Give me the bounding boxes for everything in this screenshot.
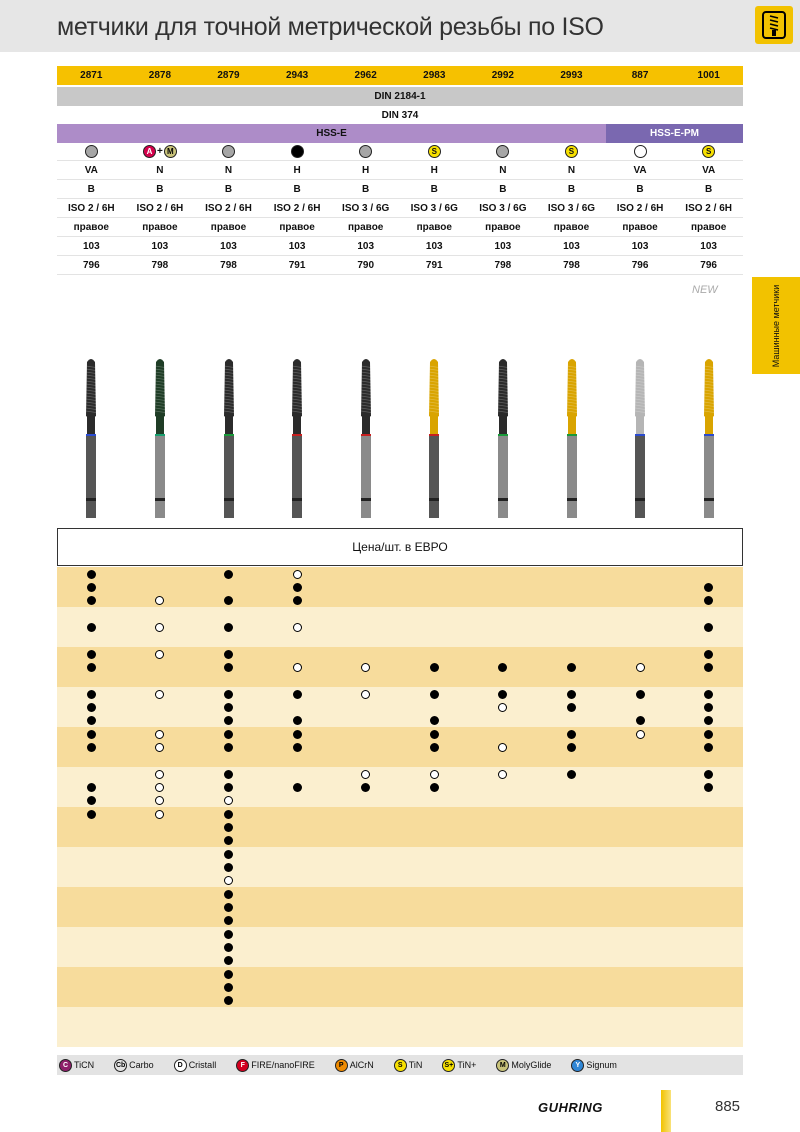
attribute-cell: 103 xyxy=(151,241,169,252)
coating-cell xyxy=(331,143,400,160)
attribute-cell: правое xyxy=(73,222,109,233)
stock-filled-dot xyxy=(87,730,96,739)
legend-item xyxy=(394,1059,423,1072)
stock-filled-dot xyxy=(704,650,713,659)
stock-open-dot xyxy=(155,596,164,605)
page-ref-row xyxy=(57,257,743,275)
attribute-cell: правое xyxy=(416,222,452,233)
availability-band xyxy=(57,807,743,847)
tap-image xyxy=(221,356,237,520)
stock-filled-dot xyxy=(224,716,233,725)
stock-filled-dot xyxy=(704,690,713,699)
legend-label: Signum xyxy=(586,1060,617,1070)
availability-band xyxy=(57,767,743,807)
coating-cell xyxy=(194,143,263,160)
legend-item xyxy=(442,1059,476,1072)
stock-open-dot xyxy=(430,770,439,779)
coating-symbol-icon: Y xyxy=(571,1059,584,1072)
stock-filled-dot xyxy=(224,703,233,712)
stock-open-dot xyxy=(224,876,233,885)
stock-filled-dot xyxy=(224,770,233,779)
bright-finish-icon xyxy=(634,145,647,158)
side-tab-label: Машинные метчики xyxy=(771,284,781,368)
stock-filled-dot xyxy=(293,690,302,699)
stock-filled-dot xyxy=(430,783,439,792)
attribute-cell: 103 xyxy=(82,241,100,252)
stock-filled-dot xyxy=(87,690,96,699)
stock-filled-dot xyxy=(87,716,96,725)
coating-cell xyxy=(537,143,606,160)
stock-filled-dot xyxy=(293,743,302,752)
attribute-cell: 791 xyxy=(288,260,306,271)
stock-open-dot xyxy=(636,730,645,739)
attribute-cell: B xyxy=(430,184,438,195)
stock-open-dot xyxy=(155,783,164,792)
attribute-cell: B xyxy=(499,184,507,195)
material-hss-e-pm: HSS-E-PM xyxy=(606,124,743,143)
molyglide-coating-icon: M xyxy=(164,145,177,158)
uncoated-icon xyxy=(359,145,372,158)
stock-filled-dot xyxy=(224,983,233,992)
attribute-cell: 798 xyxy=(494,260,512,271)
legend-label: TiCN xyxy=(74,1060,95,1070)
article-number: 2993 xyxy=(560,70,583,81)
coating-cell xyxy=(400,143,469,160)
attribute-cell: VA xyxy=(702,165,716,176)
attribute-cell: H xyxy=(362,165,370,176)
attribute-cell: правое xyxy=(142,222,178,233)
attribute-cell: B xyxy=(636,184,644,195)
tap-thread-icon xyxy=(755,6,793,44)
stock-filled-dot xyxy=(224,730,233,739)
stock-open-dot xyxy=(361,770,370,779)
coating-cell xyxy=(57,143,126,160)
stock-filled-dot xyxy=(498,663,507,672)
coating-row xyxy=(57,143,743,161)
stock-filled-dot xyxy=(87,596,96,605)
stock-open-dot xyxy=(155,650,164,659)
new-badge: NEW xyxy=(692,284,718,296)
stock-open-dot xyxy=(293,570,302,579)
footer-accent-bar xyxy=(661,1090,671,1132)
black-oxide-icon xyxy=(291,145,304,158)
coating-cell xyxy=(469,143,538,160)
price-header: Цена/шт. в ЕВРО xyxy=(57,528,743,566)
stock-open-dot xyxy=(361,690,370,699)
legend-label: Carbo xyxy=(129,1060,154,1070)
stock-filled-dot xyxy=(224,836,233,845)
attribute-cell: B xyxy=(705,184,713,195)
coating-symbol-icon: S xyxy=(394,1059,407,1072)
stock-filled-dot xyxy=(430,690,439,699)
coating-cell xyxy=(263,143,332,160)
attribute-cell: 798 xyxy=(563,260,580,271)
coating-symbol-icon: M xyxy=(496,1059,509,1072)
stock-filled-dot xyxy=(224,650,233,659)
stock-filled-dot xyxy=(224,596,233,605)
attribute-cell: ISO 3 / 6G xyxy=(342,203,390,214)
legend-label: FIRE/nanoFIRE xyxy=(251,1060,315,1070)
attribute-cell: 796 xyxy=(631,260,649,271)
stock-filled-dot xyxy=(293,716,302,725)
attribute-cell: ISO 2 / 6H xyxy=(136,203,184,214)
stock-filled-dot xyxy=(293,730,302,739)
availability-band xyxy=(57,887,743,927)
article-number: 2879 xyxy=(217,70,240,81)
stock-filled-dot xyxy=(704,716,713,725)
material-hss-e: HSS-E xyxy=(57,124,606,143)
plus-sign: + xyxy=(156,146,163,157)
stock-filled-dot xyxy=(87,650,96,659)
header-bar xyxy=(0,0,800,52)
legend-item xyxy=(496,1059,551,1072)
stock-filled-dot xyxy=(224,956,233,965)
attribute-cell: ISO 2 / 6H xyxy=(685,203,732,214)
attribute-cell: 796 xyxy=(82,260,100,271)
material-group-row xyxy=(57,162,743,180)
stock-filled-dot xyxy=(87,623,96,632)
stock-filled-dot xyxy=(224,743,233,752)
legend-item xyxy=(236,1059,315,1072)
article-number: 2983 xyxy=(423,70,446,81)
stock-filled-dot xyxy=(87,663,96,672)
attribute-cell: правое xyxy=(553,222,590,233)
coating-cell xyxy=(674,143,743,160)
stock-filled-dot xyxy=(87,570,96,579)
stock-filled-dot xyxy=(704,743,713,752)
stock-filled-dot xyxy=(567,730,576,739)
article-number: 2871 xyxy=(80,70,103,81)
standard-din-2184: DIN 2184-1 xyxy=(57,87,743,106)
stock-filled-dot xyxy=(636,690,645,699)
legend-item xyxy=(571,1059,617,1072)
coating-symbol-icon: S+ xyxy=(442,1059,455,1072)
tap-image xyxy=(426,356,442,520)
attribute-cell: 798 xyxy=(151,260,169,271)
tap-image xyxy=(358,356,374,520)
availability-band xyxy=(57,967,743,1007)
attribute-cell: правое xyxy=(347,222,384,233)
coating-legend xyxy=(57,1055,743,1075)
availability-band xyxy=(57,847,743,887)
stock-filled-dot xyxy=(704,583,713,592)
legend-label: Cristall xyxy=(188,1060,217,1070)
article-number: 1001 xyxy=(697,70,720,81)
stock-filled-dot xyxy=(704,770,713,779)
attribute-cell: B xyxy=(362,184,370,195)
stock-filled-dot xyxy=(87,743,96,752)
attribute-cell: 103 xyxy=(357,241,375,252)
stock-filled-dot xyxy=(224,863,233,872)
stock-open-dot xyxy=(224,796,233,805)
attribute-cell: B xyxy=(293,184,301,195)
availability-band xyxy=(57,927,743,967)
stock-filled-dot xyxy=(293,783,302,792)
attribute-cell: ISO 3 / 6G xyxy=(547,203,596,214)
legend-label: AlCrN xyxy=(349,1060,374,1070)
stock-filled-dot xyxy=(224,663,233,672)
attribute-cell: B xyxy=(87,184,95,195)
stock-open-dot xyxy=(498,703,507,712)
legend-item xyxy=(114,1059,154,1072)
stock-filled-dot xyxy=(430,716,439,725)
stock-filled-dot xyxy=(87,783,96,792)
tap-image xyxy=(83,356,99,520)
uncoated-icon xyxy=(222,145,235,158)
attribute-cell: B xyxy=(224,184,233,195)
stock-open-dot xyxy=(155,690,164,699)
stock-open-dot xyxy=(155,796,164,805)
stock-filled-dot xyxy=(224,996,233,1005)
tap-image xyxy=(289,356,305,520)
availability-band xyxy=(57,647,743,687)
tap-image xyxy=(495,356,511,520)
attribute-cell: B xyxy=(567,184,576,195)
stock-filled-dot xyxy=(430,743,439,752)
attribute-cell: 103 xyxy=(700,241,717,252)
hand-row xyxy=(57,219,743,237)
tin-coating-icon: S xyxy=(428,145,441,158)
stock-filled-dot xyxy=(567,690,576,699)
stock-filled-dot xyxy=(224,916,233,925)
tap-image xyxy=(564,356,580,520)
attribute-cell: 103 xyxy=(425,241,443,252)
stock-filled-dot xyxy=(361,783,370,792)
coating-cell xyxy=(126,143,195,160)
stock-filled-dot xyxy=(87,796,96,805)
stock-filled-dot xyxy=(224,823,233,832)
attribute-cell: N xyxy=(224,165,233,176)
attribute-cell: H xyxy=(293,165,301,176)
coating-symbol-icon: D xyxy=(174,1059,187,1072)
attribute-cell: правое xyxy=(210,222,247,233)
article-number: 2878 xyxy=(148,70,172,81)
attribute-cell: правое xyxy=(690,222,727,233)
tin-coating-icon: S xyxy=(565,145,578,158)
stock-filled-dot xyxy=(224,890,233,899)
stock-open-dot xyxy=(155,810,164,819)
stock-open-dot xyxy=(498,770,507,779)
alcrn-coating-icon: A xyxy=(143,145,156,158)
stock-filled-dot xyxy=(224,850,233,859)
stock-filled-dot xyxy=(224,903,233,912)
stock-filled-dot xyxy=(567,743,576,752)
article-number: 887 xyxy=(631,70,649,81)
page-title: метчики для точной метрической резьбы по ISO xyxy=(57,13,604,41)
availability-band xyxy=(57,1007,743,1047)
availability-band xyxy=(57,607,743,647)
stock-filled-dot xyxy=(224,623,233,632)
stock-filled-dot xyxy=(224,930,233,939)
article-number: 2992 xyxy=(491,70,514,81)
stock-filled-dot xyxy=(704,596,713,605)
attribute-cell: VA xyxy=(633,165,647,176)
stock-filled-dot xyxy=(224,690,233,699)
stock-filled-dot xyxy=(293,583,302,592)
legend-item xyxy=(174,1059,217,1072)
stock-filled-dot xyxy=(567,663,576,672)
brand-logo: GUHRING xyxy=(538,1100,603,1115)
attribute-cell: N xyxy=(156,165,164,176)
coating-symbol-icon: C xyxy=(59,1059,72,1072)
stock-open-dot xyxy=(636,663,645,672)
stock-filled-dot xyxy=(567,703,576,712)
stock-open-dot xyxy=(293,663,302,672)
attribute-cell: VA xyxy=(84,165,98,176)
attribute-cell: ISO 2 / 6H xyxy=(67,203,115,214)
attribute-cell: правое xyxy=(279,222,315,233)
stock-filled-dot xyxy=(704,623,713,632)
coating-symbol-icon: P xyxy=(335,1059,348,1072)
stock-filled-dot xyxy=(87,810,96,819)
attribute-cell: правое xyxy=(622,222,658,233)
coating-cell xyxy=(606,143,675,160)
attribute-cell: ISO 2 / 6H xyxy=(205,203,252,214)
article-numbers-row xyxy=(57,66,743,85)
coating-symbol-icon: Cb xyxy=(114,1059,127,1072)
tap-image xyxy=(152,356,168,520)
standard-din-374: DIN 374 xyxy=(57,106,743,125)
stock-open-dot xyxy=(155,770,164,779)
stock-open-dot xyxy=(155,623,164,632)
attribute-cell: правое xyxy=(485,222,521,233)
stock-filled-dot xyxy=(636,716,645,725)
tap-image xyxy=(701,356,717,520)
attribute-cell: 798 xyxy=(220,260,237,271)
availability-band xyxy=(57,727,743,767)
stock-filled-dot xyxy=(224,943,233,952)
stock-filled-dot xyxy=(293,596,302,605)
tolerance-row xyxy=(57,200,743,218)
attribute-cell: 103 xyxy=(288,241,306,252)
legend-item xyxy=(59,1059,94,1072)
standard-number-row xyxy=(57,238,743,256)
attribute-cell: ISO 3 / 6G xyxy=(410,203,458,214)
attribute-cell: ISO 3 / 6G xyxy=(479,203,527,214)
attribute-cell: 103 xyxy=(631,241,649,252)
stock-open-dot xyxy=(498,743,507,752)
stock-filled-dot xyxy=(704,703,713,712)
attribute-cell: H xyxy=(430,165,438,176)
attribute-cell: N xyxy=(499,165,507,176)
availability-band xyxy=(57,567,743,607)
attribute-cell: ISO 2 / 6H xyxy=(616,203,664,214)
stock-filled-dot xyxy=(87,703,96,712)
attribute-cell: 796 xyxy=(700,260,717,271)
attribute-cell: 103 xyxy=(563,241,580,252)
stock-filled-dot xyxy=(224,810,233,819)
legend-label: TiN+ xyxy=(457,1060,477,1070)
stock-filled-dot xyxy=(430,663,439,672)
legend-label: TiN xyxy=(408,1060,423,1070)
legend-label: MolyGlide xyxy=(511,1060,552,1070)
stock-filled-dot xyxy=(498,690,507,699)
stock-filled-dot xyxy=(224,783,233,792)
article-number: 2962 xyxy=(354,70,377,81)
attribute-cell: ISO 2 / 6H xyxy=(273,203,321,214)
attribute-cell: 103 xyxy=(494,241,512,252)
stock-open-dot xyxy=(293,623,302,632)
stock-open-dot xyxy=(361,663,370,672)
coating-symbol-icon: F xyxy=(236,1059,249,1072)
shank-form-row xyxy=(57,181,743,199)
uncoated-icon xyxy=(496,145,509,158)
availability-band xyxy=(57,687,743,727)
tin-coating-icon: S xyxy=(702,145,715,158)
attribute-cell: 791 xyxy=(425,260,443,271)
stock-open-dot xyxy=(155,743,164,752)
stock-filled-dot xyxy=(430,730,439,739)
stock-filled-dot xyxy=(224,970,233,979)
legend-item xyxy=(335,1059,374,1072)
attribute-cell: N xyxy=(567,165,576,176)
attribute-cell: 103 xyxy=(220,241,237,252)
uncoated-icon xyxy=(85,145,98,158)
article-number: 2943 xyxy=(285,70,309,81)
tap-image xyxy=(632,356,648,520)
stock-filled-dot xyxy=(704,783,713,792)
stock-filled-dot xyxy=(704,663,713,672)
stock-filled-dot xyxy=(87,583,96,592)
attribute-cell: 790 xyxy=(357,260,375,271)
stock-filled-dot xyxy=(704,730,713,739)
stock-filled-dot xyxy=(567,770,576,779)
attribute-cell: B xyxy=(156,184,164,195)
page-number: 885 xyxy=(715,1098,741,1115)
stock-filled-dot xyxy=(224,570,233,579)
stock-open-dot xyxy=(155,730,164,739)
